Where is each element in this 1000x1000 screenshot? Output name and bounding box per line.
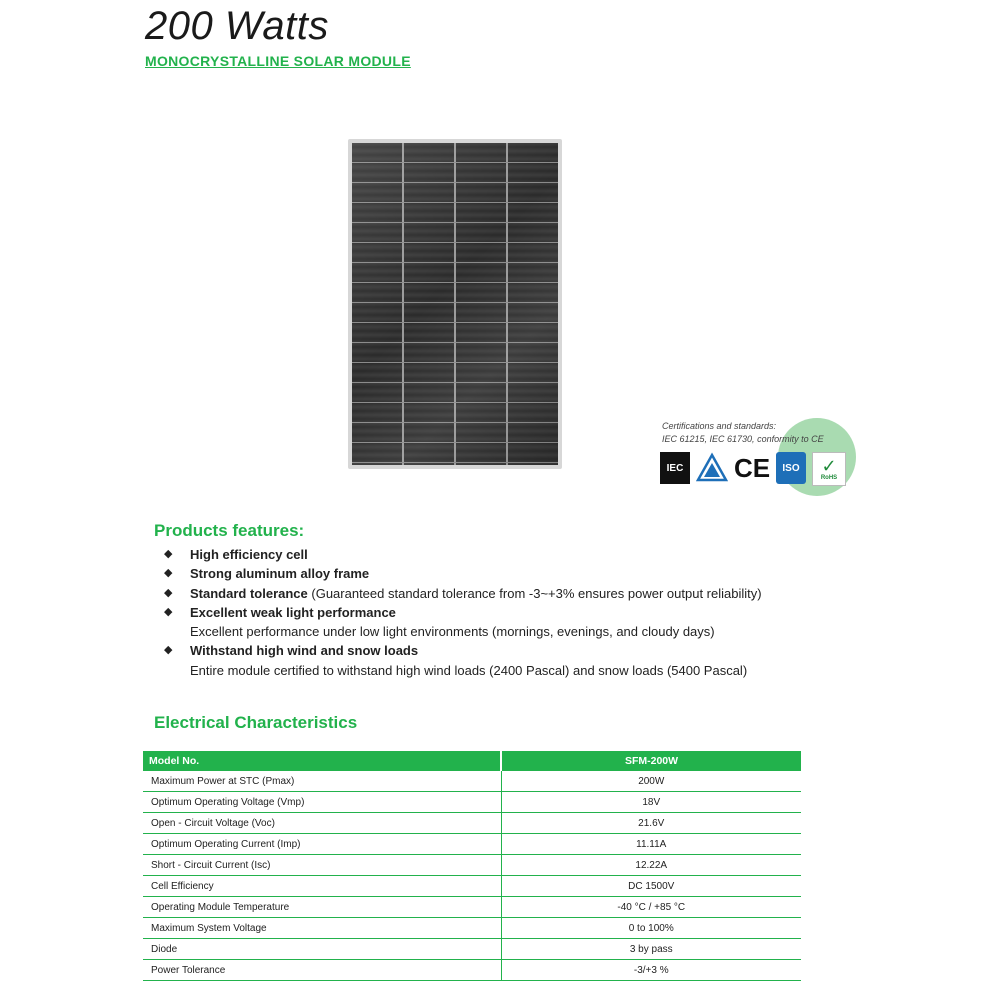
check-icon: ✓ xyxy=(821,456,837,476)
value-cell: 3 by pass xyxy=(501,939,801,960)
electrical-title: Electrical Characteristics xyxy=(154,713,358,732)
feature-label: Excellent weak light performance xyxy=(190,604,396,620)
page-subtitle: MONOCRYSTALLINE SOLAR MODULE xyxy=(145,53,411,69)
table-row xyxy=(143,792,801,813)
diamond-bullet-icon: ◆ xyxy=(164,548,173,560)
parameter-cell: Open - Circuit Voltage (Voc) xyxy=(143,813,501,834)
tuv-logo-icon xyxy=(694,452,730,484)
parameter-cell: Diode xyxy=(143,939,501,960)
table-row xyxy=(143,897,801,918)
rohs-logo-icon xyxy=(812,452,846,486)
table-row xyxy=(143,918,801,939)
diamond-bullet-icon: ◆ xyxy=(164,605,173,618)
parameter-cell: Cell Efficiency xyxy=(143,876,501,897)
features-list xyxy=(162,545,842,680)
diamond-bullet-icon: ◆ xyxy=(164,586,173,599)
value-cell: 0 to 100% xyxy=(501,918,801,939)
value-cell: 21.6V xyxy=(501,813,801,834)
feature-description: Entire module certified to withstand high wind loads (2400 Pascal) and snow loads (5400 Pascal) xyxy=(190,662,748,678)
solar-panel-image xyxy=(348,139,562,469)
value-cell: -40 °C / +85 °C xyxy=(501,897,801,918)
certification-standards: IEC 61215, IEC 61730, conformity to CE xyxy=(662,434,824,444)
table-row xyxy=(143,813,801,834)
feature-item xyxy=(162,545,842,564)
table-row xyxy=(143,939,801,960)
feature-item xyxy=(162,603,842,642)
table-row xyxy=(143,855,801,876)
table-row xyxy=(143,960,801,981)
electrical-table xyxy=(143,751,801,981)
feature-label: Withstand high wind and snow loads xyxy=(190,643,419,659)
page-title: 200 Watts xyxy=(145,4,329,48)
parameter-cell: Short - Circuit Current (Isc) xyxy=(143,855,501,876)
ce-logo-icon: CE xyxy=(733,452,771,483)
feature-label: Standard tolerance xyxy=(190,585,308,601)
parameter-cell: Optimum Operating Voltage (Vmp) xyxy=(143,792,501,813)
value-cell: DC 1500V xyxy=(501,876,801,897)
parameter-cell: Power Tolerance xyxy=(143,960,501,981)
certification-text xyxy=(662,420,852,446)
parameter-cell: Maximum System Voltage xyxy=(143,918,501,939)
iso-logo-icon: ISO xyxy=(776,452,806,484)
feature-item xyxy=(162,564,842,583)
iec-logo-icon: IEC xyxy=(660,452,690,484)
table-row xyxy=(143,834,801,855)
rohs-label: RoHS xyxy=(820,475,838,481)
features-title: Products features: xyxy=(154,521,305,540)
table-header-row xyxy=(143,751,801,771)
column-header: Model No. xyxy=(143,751,501,771)
parameter-cell: Maximum Power at STC (Pmax) xyxy=(143,771,501,792)
value-cell: 18V xyxy=(501,792,801,813)
value-cell: 200W xyxy=(501,771,801,792)
feature-description: Excellent performance under low light environments (mornings, evenings, and cloudy days) xyxy=(190,624,715,640)
certification-heading: Certifications and standards: xyxy=(662,421,777,431)
table-row xyxy=(143,771,801,792)
table-body xyxy=(143,771,801,981)
diamond-bullet-icon: ◆ xyxy=(164,567,173,580)
feature-label: High efficiency cell xyxy=(190,547,308,562)
column-header: SFM-200W xyxy=(501,751,801,771)
parameter-cell: Optimum Operating Current (Imp) xyxy=(143,834,501,855)
value-cell: -3/+3 % xyxy=(501,960,801,981)
solar-panel-cells xyxy=(352,143,558,465)
feature-item xyxy=(162,641,842,680)
table-row xyxy=(143,876,801,897)
feature-text: (Guaranteed standard tolerance from -3~+3% ensures power output reliability) xyxy=(307,585,762,601)
diamond-bullet-icon: ◆ xyxy=(164,644,173,657)
feature-item xyxy=(162,584,842,603)
parameter-cell: Operating Module Temperature xyxy=(143,897,501,918)
value-cell: 11.11A xyxy=(501,834,801,855)
feature-label: Strong aluminum alloy frame xyxy=(190,566,370,582)
value-cell: 12.22A xyxy=(501,855,801,876)
